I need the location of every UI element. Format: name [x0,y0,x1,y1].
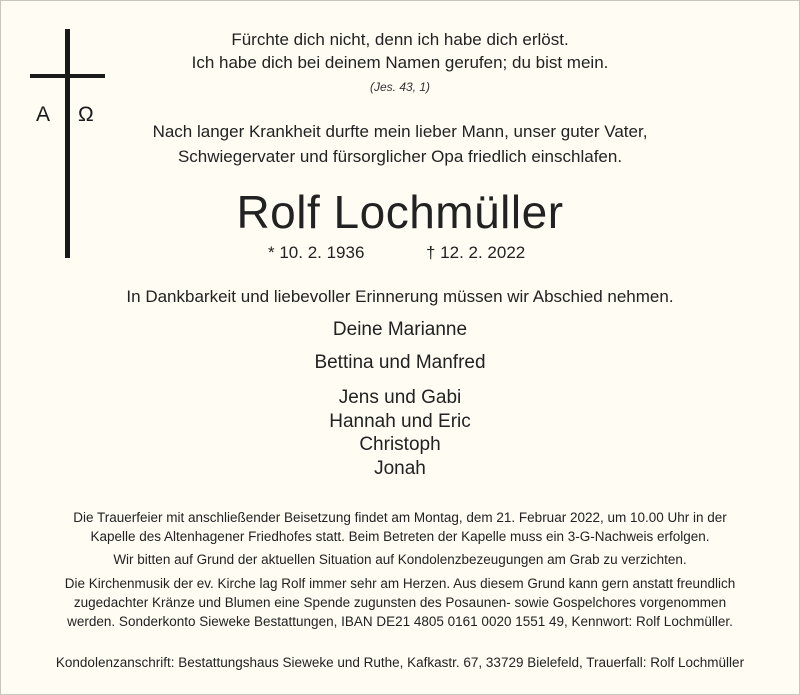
verse-reference: (Jes. 43, 1) [369,80,431,94]
bible-verse [0,28,800,74]
grandchild-name: Hannah und Eric [329,410,471,432]
gratitude-line: In Dankbarkeit und liebevoller Erinnerung müssen wir Abschied nehmen. [126,287,674,306]
funeral-info-line: Die Trauerfeier mit anschließender Beisetzung findet am Montag, dem 21. Februar 2022, um 10.00 Uhr in der [73,510,727,525]
grandchild-name: Jonah [374,457,426,479]
donation-info-line: zugedachter Kränze und Blumen eine Spende zugunsten des Posaunen- sowie Gospelchores vorgenommen [73,595,727,610]
grandchild-name: Jens und Gabi [338,387,462,408]
intro-line: Nach langer Krankheit durfte mein lieber Mann, unser guter Vater, [152,122,648,141]
grandchildren-list [0,386,800,480]
grandchild-name: Christoph [359,434,441,455]
intro-text [0,119,800,169]
donation-info-line: werden. Sonderkonto Sieweke Bestattungen, IBAN DE21 4805 0161 0020 1551 49, Kennwort: Rolf Lochmüller. [67,614,733,629]
cross-horizontal-bar [30,74,105,78]
verse-line: Fürchte dich nicht, denn ich habe dich erlöst. [231,30,569,49]
verse-line: Ich habe dich bei deinem Namen gerufen; du bist mein. [191,53,609,72]
mourner-spouse: Deine Marianne [332,319,468,340]
intro-line: Schwiegervater und fürsorglicher Opa friedlich einschlafen. [177,147,623,166]
donation-info [0,574,800,631]
condolence-address: Kondolenzanschrift: Bestattungshaus Sieweke und Ruthe, Kafkastr. 67, 33729 Bielefeld, Trauerfall: Rolf Lochmüller [55,655,745,670]
funeral-info [0,508,800,546]
mourner-children: Bettina und Manfred [314,352,486,373]
omega-symbol: Ω [78,103,94,126]
funeral-info-line: Kapelle des Altenhagener Friedhofes statt. Beim Betreten der Kapelle muss ein 3-G-Nachweis erfolgen. [90,529,710,544]
alpha-symbol: Α [36,103,51,126]
death-date: † 12. 2. 2022 [426,243,526,262]
birth-date: * 10. 2. 1936 [268,243,365,262]
deceased-name: Rolf Lochmüller [236,186,564,238]
donation-info-line: Die Kirchenmusik der ev. Kirche lag Rolf immer sehr am Herzen. Aus diesem Grund kann gern anstatt freundlich [64,576,736,591]
condolence-request: Wir bitten auf Grund der aktuellen Situation auf Kondolenzbezeugungen am Grab zu verzichten. [113,552,687,567]
